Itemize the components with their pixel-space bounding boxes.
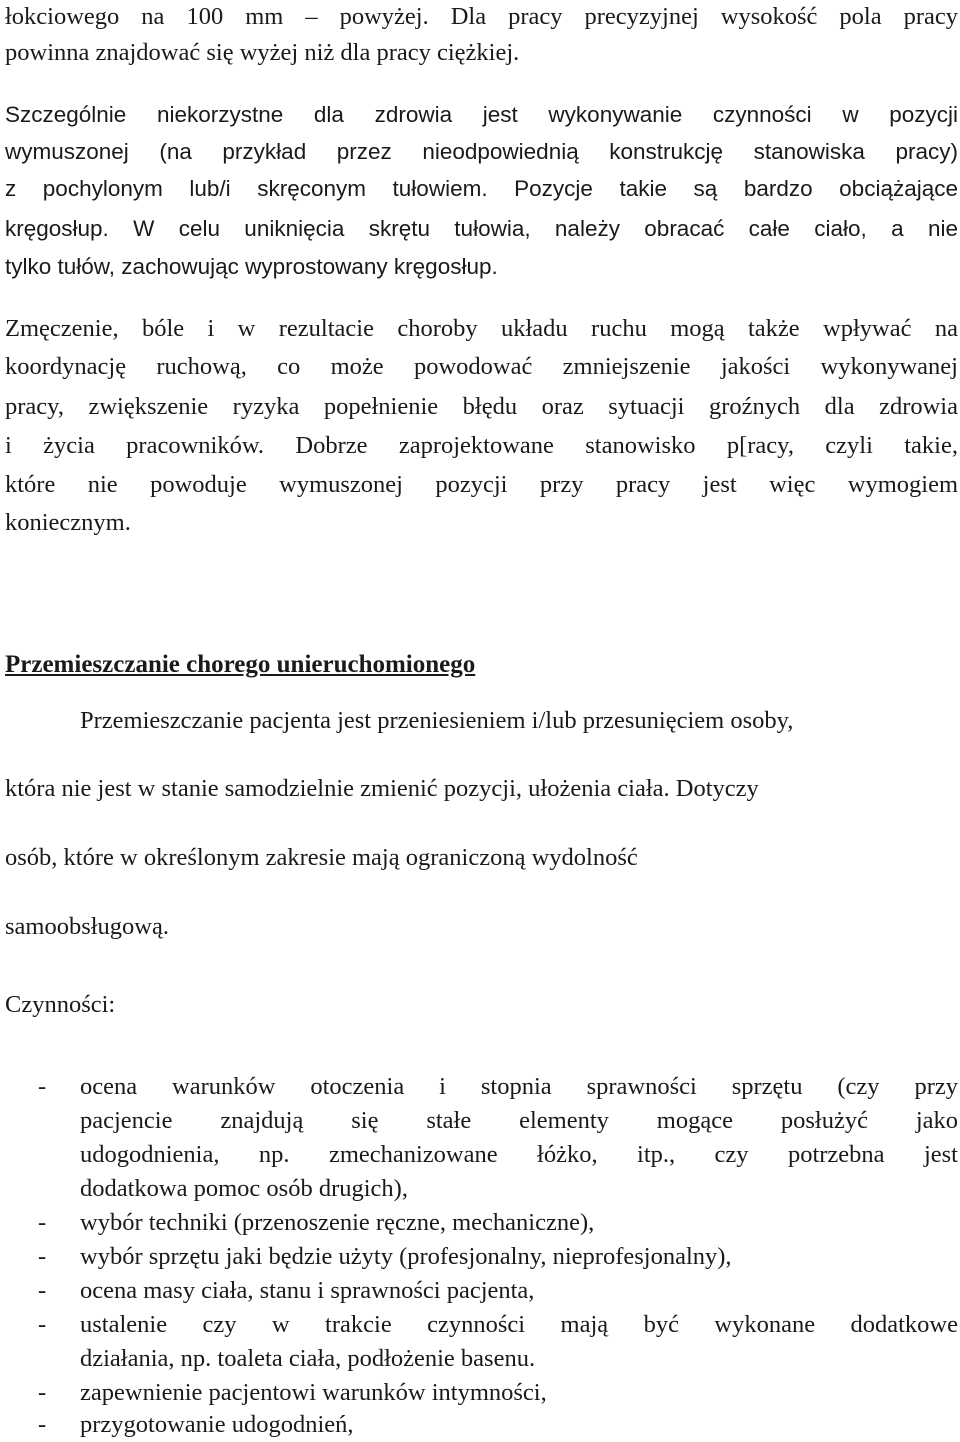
list-item-line: udogodnienia, np. zmechanizowane łóżko, itp., czy potrzebna jest <box>80 1141 958 1168</box>
text-line: pracy, zwiększenie ryzyka popełnienie błędu oraz sytuacji groźnych dla zdrowia <box>5 393 958 420</box>
text-line: koniecznym. <box>5 509 131 536</box>
text-line: Czynności: <box>5 991 116 1018</box>
bullet-dash: - <box>38 1411 47 1438</box>
text-line: które nie powoduje wymuszonej pozycji przy pracy jest więc wymogiem <box>5 471 958 498</box>
bullet-dash: - <box>38 1311 47 1338</box>
bullet-dash: - <box>38 1209 47 1236</box>
section-heading: Przemieszczanie chorego unieruchomionego <box>5 651 476 678</box>
text-line: osób, które w określonym zakresie mają ograniczoną wydolność <box>5 844 638 871</box>
bullet-dash: - <box>38 1379 47 1406</box>
bullet-dash: - <box>38 1243 47 1270</box>
list-item-line: wybór techniki (przenoszenie ręczne, mechaniczne), <box>80 1209 595 1236</box>
text-line: Szczególnie niekorzystne dla zdrowia jest wykonywanie czynności w pozycji <box>5 102 958 127</box>
list-item-line: ocena masy ciała, stanu i sprawności pacjenta, <box>80 1277 535 1304</box>
list-item-line: działania, np. toaleta ciała, podłożenie basenu. <box>80 1345 536 1372</box>
bullet-dash: - <box>38 1277 47 1304</box>
list-item-line: ocena warunków otoczenia i stopnia sprawności sprzętu (czy przy <box>80 1073 958 1100</box>
list-item-line: pacjencie znajdują się stałe elementy mogące posłużyć jako <box>80 1107 958 1134</box>
text-line: z pochylonym lub/i skręconym tułowiem. Pozycje takie są bardzo obciążające <box>5 176 958 201</box>
text-line: tylko tułów, zachowując wyprostowany kręgosłup. <box>5 254 498 279</box>
text-line: która nie jest w stanie samodzielnie zmienić pozycji, ułożenia ciała. Dotyczy <box>5 775 759 802</box>
list-item-line: wybór sprzętu jaki będzie użyty (profesjonalny, nieprofesjonalny), <box>80 1243 732 1270</box>
text-line: wymuszonej (na przykład przez nieodpowiednią konstrukcję stanowiska pracy) <box>5 139 958 164</box>
list-item-line: dodatkowa pomoc osób drugich), <box>80 1175 408 1202</box>
text-line: powinna znajdować się wyżej niż dla pracy ciężkiej. <box>5 39 520 66</box>
bullet-dash: - <box>38 1073 47 1100</box>
list-item-line: zapewnienie pacjentowi warunków intymności, <box>80 1379 547 1406</box>
text-line: koordynację ruchową, co może powodować zmniejszenie jakości wykonywanej <box>5 353 958 380</box>
text-line: Zmęczenie, bóle i w rezultacie choroby układu ruchu mogą także wpływać na <box>5 315 958 342</box>
list-item-line: ustalenie czy w trakcie czynności mają być wykonane dodatkowe <box>80 1311 958 1338</box>
text-line: łokciowego na 100 mm – powyżej. Dla pracy precyzyjnej wysokość pola pracy <box>5 3 958 30</box>
text-line: kręgosłup. W celu uniknięcia skrętu tułowia, należy obracać całe ciało, a nie <box>5 216 958 241</box>
text-line: i życia pracowników. Dobrze zaprojektowane stanowisko p[racy, czyli takie, <box>5 432 958 459</box>
text-line: Przemieszczanie pacjenta jest przeniesieniem i/lub przesunięciem osoby, <box>80 707 794 734</box>
list-item-line: przygotowanie udogodnień, <box>80 1411 354 1438</box>
text-line: samoobsługową. <box>5 913 169 940</box>
